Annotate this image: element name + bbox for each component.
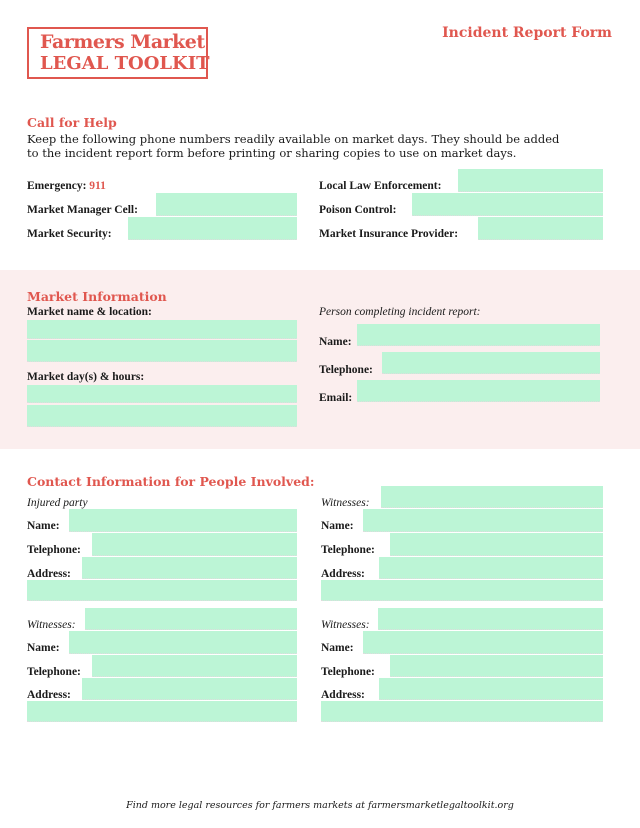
witness1-name-field[interactable] (363, 509, 603, 532)
days-hours-field-1[interactable] (27, 385, 297, 403)
intro-text-1: Keep the following phone numbers readily available on market days. They should be added (27, 132, 560, 146)
name-label: Name: (27, 642, 60, 654)
days-hours-field-2[interactable] (27, 405, 297, 427)
market-info-heading: Market Information (27, 289, 167, 304)
witnesses-label: Witnesses: (27, 619, 76, 631)
page-title: Incident Report Form (442, 25, 612, 41)
witness2-address-field-2[interactable] (27, 701, 297, 722)
contact-heading: Contact Information for People Involved: (27, 474, 315, 489)
injured-telephone-field[interactable] (92, 533, 297, 556)
days-hours-label: Market day(s) & hours: (27, 371, 145, 383)
law-label: Local Law Enforcement: (319, 180, 442, 192)
witness3-address-field[interactable] (379, 678, 603, 700)
address-label: Address: (27, 689, 71, 701)
witnesses-label: Witnesses: (321, 619, 370, 631)
insurance-label: Market Insurance Provider: (319, 228, 459, 240)
injured-address-field-2[interactable] (27, 580, 297, 601)
security-label: Market Security: (27, 228, 112, 240)
injured-address-field[interactable] (82, 557, 297, 579)
witness2-name-field[interactable] (69, 631, 297, 654)
reporter-name-label: Name: (319, 336, 352, 348)
witness2-field[interactable] (85, 608, 297, 630)
witness3-telephone-field[interactable] (390, 655, 603, 677)
telephone-label: Telephone: (27, 544, 81, 556)
witness1-telephone-field[interactable] (390, 533, 603, 556)
emergency-number: 911 (89, 180, 106, 192)
security-field[interactable] (128, 217, 297, 240)
footer: Find more legal resources for farmers markets at farmersmarketlegaltoolkit.org (126, 800, 514, 811)
injured-party-label: Injured party (27, 497, 88, 509)
reporter-email-label: Email: (319, 392, 353, 404)
witness3-address-field-2[interactable] (321, 701, 603, 722)
address-label: Address: (321, 689, 365, 701)
poison-field[interactable] (412, 193, 603, 216)
manager-cell-field[interactable] (156, 193, 297, 216)
name-label: Name: (321, 642, 354, 654)
reporter-telephone-field[interactable] (382, 352, 600, 374)
witness2-address-field[interactable] (82, 678, 297, 700)
reporter-telephone-label: Telephone: (319, 364, 373, 376)
witness3-field[interactable] (378, 608, 603, 630)
name-location-label: Market name & location: (27, 306, 152, 318)
reporter-name-field[interactable] (357, 324, 600, 346)
telephone-label: Telephone: (321, 666, 375, 678)
name-label: Name: (27, 520, 60, 532)
witness3-name-field[interactable] (363, 631, 603, 654)
injured-name-field[interactable] (69, 509, 297, 532)
name-location-field-1[interactable] (27, 320, 297, 339)
address-label: Address: (27, 568, 71, 580)
insurance-field[interactable] (478, 217, 603, 240)
telephone-label: Telephone: (321, 544, 375, 556)
law-field[interactable] (458, 169, 603, 192)
witness1-field[interactable] (381, 486, 603, 508)
address-label: Address: (321, 568, 365, 580)
telephone-label: Telephone: (27, 666, 81, 678)
witness1-address-field-2[interactable] (321, 580, 603, 601)
name-location-field-2[interactable] (27, 340, 297, 362)
manager-label: Market Manager Cell: (27, 204, 138, 216)
person-label: Person completing incident report: (319, 306, 481, 318)
reporter-email-field[interactable] (357, 380, 600, 402)
intro-text-2: to the incident report form before printing or sharing copies to use on market days. (27, 146, 517, 160)
witness2-telephone-field[interactable] (92, 655, 297, 677)
witness1-address-field[interactable] (379, 557, 603, 579)
poison-label: Poison Control: (319, 204, 397, 216)
witnesses-label: Witnesses: (321, 497, 370, 509)
name-label: Name: (321, 520, 354, 532)
logo: Farmers Market LEGAL TOOLKIT (27, 27, 208, 79)
call-for-help-heading: Call for Help (27, 115, 117, 130)
emergency-label: Emergency: 911 (27, 180, 106, 192)
